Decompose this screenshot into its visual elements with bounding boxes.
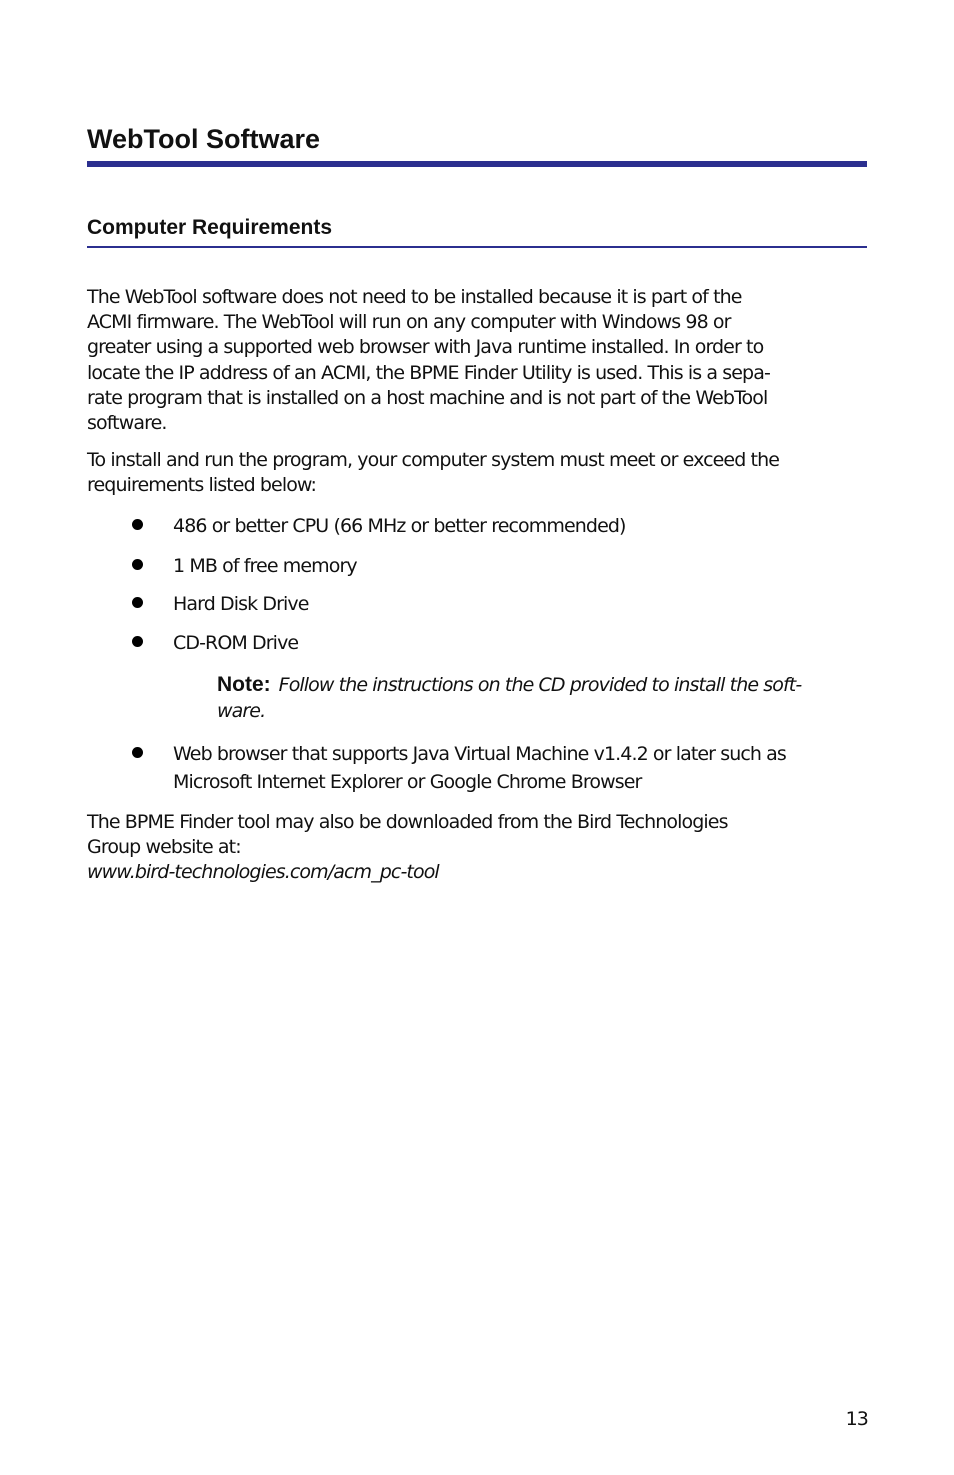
requirement-item-memory <box>87 552 887 582</box>
requirement-item-hard-disk <box>87 590 887 620</box>
subsection-title: Computer Requirements <box>87 216 333 239</box>
requirement-label <box>173 740 786 796</box>
intro-line: The WebTool software does not need to be installed because it is part of the <box>87 286 742 308</box>
install-line: requirements listed below: <box>87 474 317 497</box>
section-title: WebTool Software <box>87 124 321 154</box>
download-paragraph <box>87 810 877 886</box>
download-line: The BPME Finder tool may also be downloaded from the Bird Technologies <box>87 811 728 833</box>
requirement-line: Web browser that supports Java Virtual Machine v1.4.2 or later such as <box>173 743 786 765</box>
page-number: 13 <box>845 1408 868 1430</box>
requirement-label: 486 or better CPU (66 MHz or better recommended) <box>173 515 626 537</box>
requirement-item-cd-rom <box>87 629 887 659</box>
intro-line: locate the IP address of an ACMI, the BPME Finder Utility is used. This is a sepa- <box>87 361 770 384</box>
install-paragraph <box>87 448 877 498</box>
note-label: Note: <box>217 673 271 696</box>
intro-line: rate program that is installed on a host machine and is not part of the WebTool <box>87 386 768 409</box>
requirement-item-web-browser <box>87 740 887 800</box>
note-line <box>217 672 877 698</box>
note-text: Follow the instructions on the CD provided to install the soft- <box>278 674 802 696</box>
intro-line: greater using a supported web browser with Java runtime installed. In order to <box>87 336 764 359</box>
intro-line: software. <box>87 412 167 435</box>
intro-paragraph <box>87 285 877 436</box>
bullet-icon <box>132 559 143 570</box>
install-note <box>217 672 877 724</box>
install-line: To install and run the program, your computer system must meet or exceed the <box>87 449 779 471</box>
download-line: Group website at: <box>87 836 241 859</box>
requirement-label: 1 MB of free memory <box>173 555 357 577</box>
bullet-icon <box>132 747 143 758</box>
bullet-icon <box>132 597 143 608</box>
note-text-continued: ware. <box>217 700 266 722</box>
bullet-icon <box>132 519 143 530</box>
bullet-icon <box>132 636 143 647</box>
download-url-link[interactable]: www.bird-technologies.com/acm_pc-tool <box>87 861 439 884</box>
subsection-title-rule <box>87 246 867 248</box>
requirement-label: CD-ROM Drive <box>173 632 299 654</box>
requirement-line: Microsoft Internet Explorer or Google Chrome Browser <box>173 771 642 793</box>
requirement-label: Hard Disk Drive <box>173 593 309 615</box>
requirement-item-cpu <box>87 512 887 542</box>
section-title-rule <box>87 161 867 167</box>
intro-line: ACMI firmware. The WebTool will run on any computer with Windows 98 or <box>87 311 731 334</box>
